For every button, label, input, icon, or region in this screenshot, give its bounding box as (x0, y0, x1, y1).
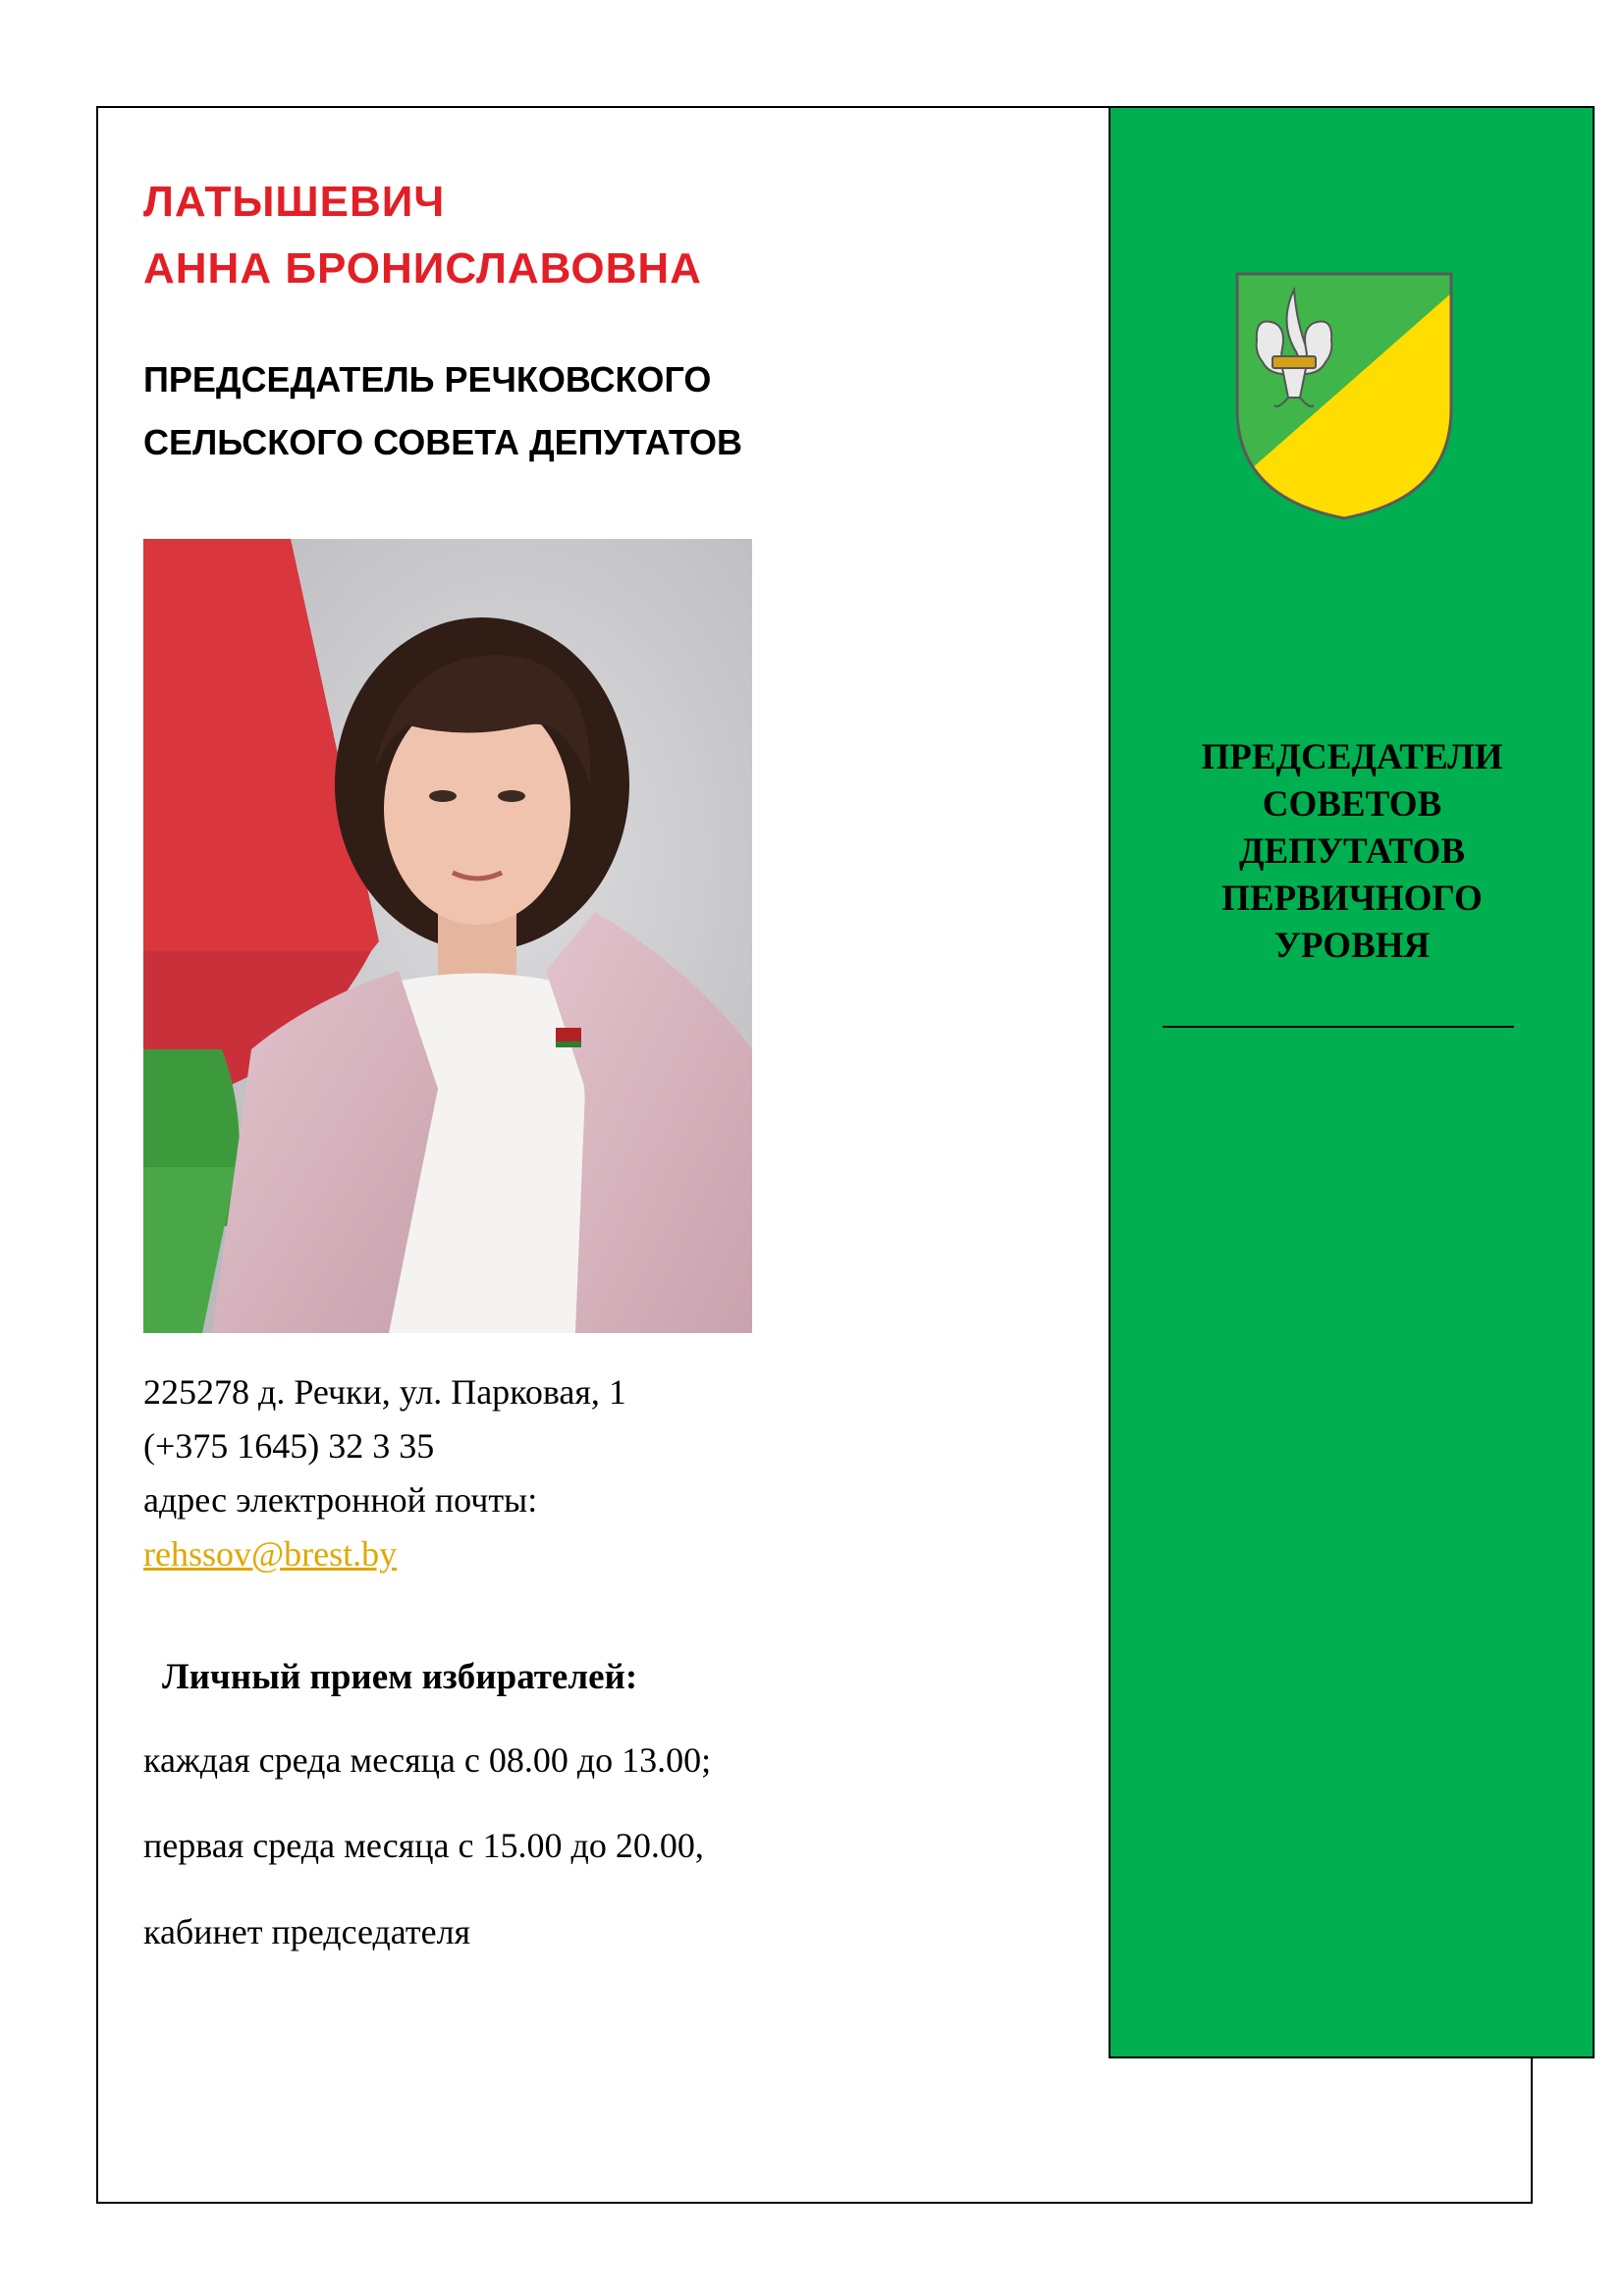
sidebar-heading (1129, 734, 1575, 970)
schedule-line-1: каждая среда месяца с 08.00 до 13.00; (143, 1740, 712, 1780)
portrait-photo (143, 539, 752, 1333)
position-line-2: СЕЛЬСКОГО СОВЕТА ДЕПУТАТОВ (143, 422, 742, 462)
person-given-names: АННА БРОНИСЛАВОВНА (143, 244, 702, 293)
position-title (143, 348, 742, 474)
sidebar-heading-line-5: УРОВНЯ (1273, 926, 1431, 966)
schedule-line-2: первая среда месяца с 15.00 до 20.00, (143, 1826, 704, 1865)
schedule-line-3: кабинет председателя (143, 1912, 471, 1951)
reception-title: Личный прием избирателей: (162, 1657, 638, 1697)
sidebar-heading-line-2: СОВЕТОВ (1262, 784, 1442, 825)
person-surname: ЛАТЫШЕВИЧ (143, 178, 446, 226)
address: 225278 д. Речки, ул. Парковая, 1 (143, 1372, 626, 1412)
sidebar-heading-line-4: ПЕРВИЧНОГО (1221, 879, 1483, 919)
email-link[interactable]: rehssov@brest.by (143, 1534, 398, 1574)
sidebar-heading-line-1: ПРЕДСЕДАТЕЛИ (1201, 737, 1503, 777)
contact-info (143, 1365, 626, 1581)
sidebar-heading-line-3: ДЕПУТАТОВ (1238, 831, 1466, 872)
person-name (143, 169, 702, 302)
sidebar-divider (1163, 1026, 1514, 1028)
position-line-1: ПРЕДСЕДАТЕЛЬ РЕЧКОВСКОГО (143, 359, 712, 400)
coat-of-arms-icon (1235, 272, 1453, 520)
email-label: адрес электронной почты: (143, 1480, 538, 1520)
phone: (+375 1645) 32 3 35 (143, 1426, 435, 1466)
